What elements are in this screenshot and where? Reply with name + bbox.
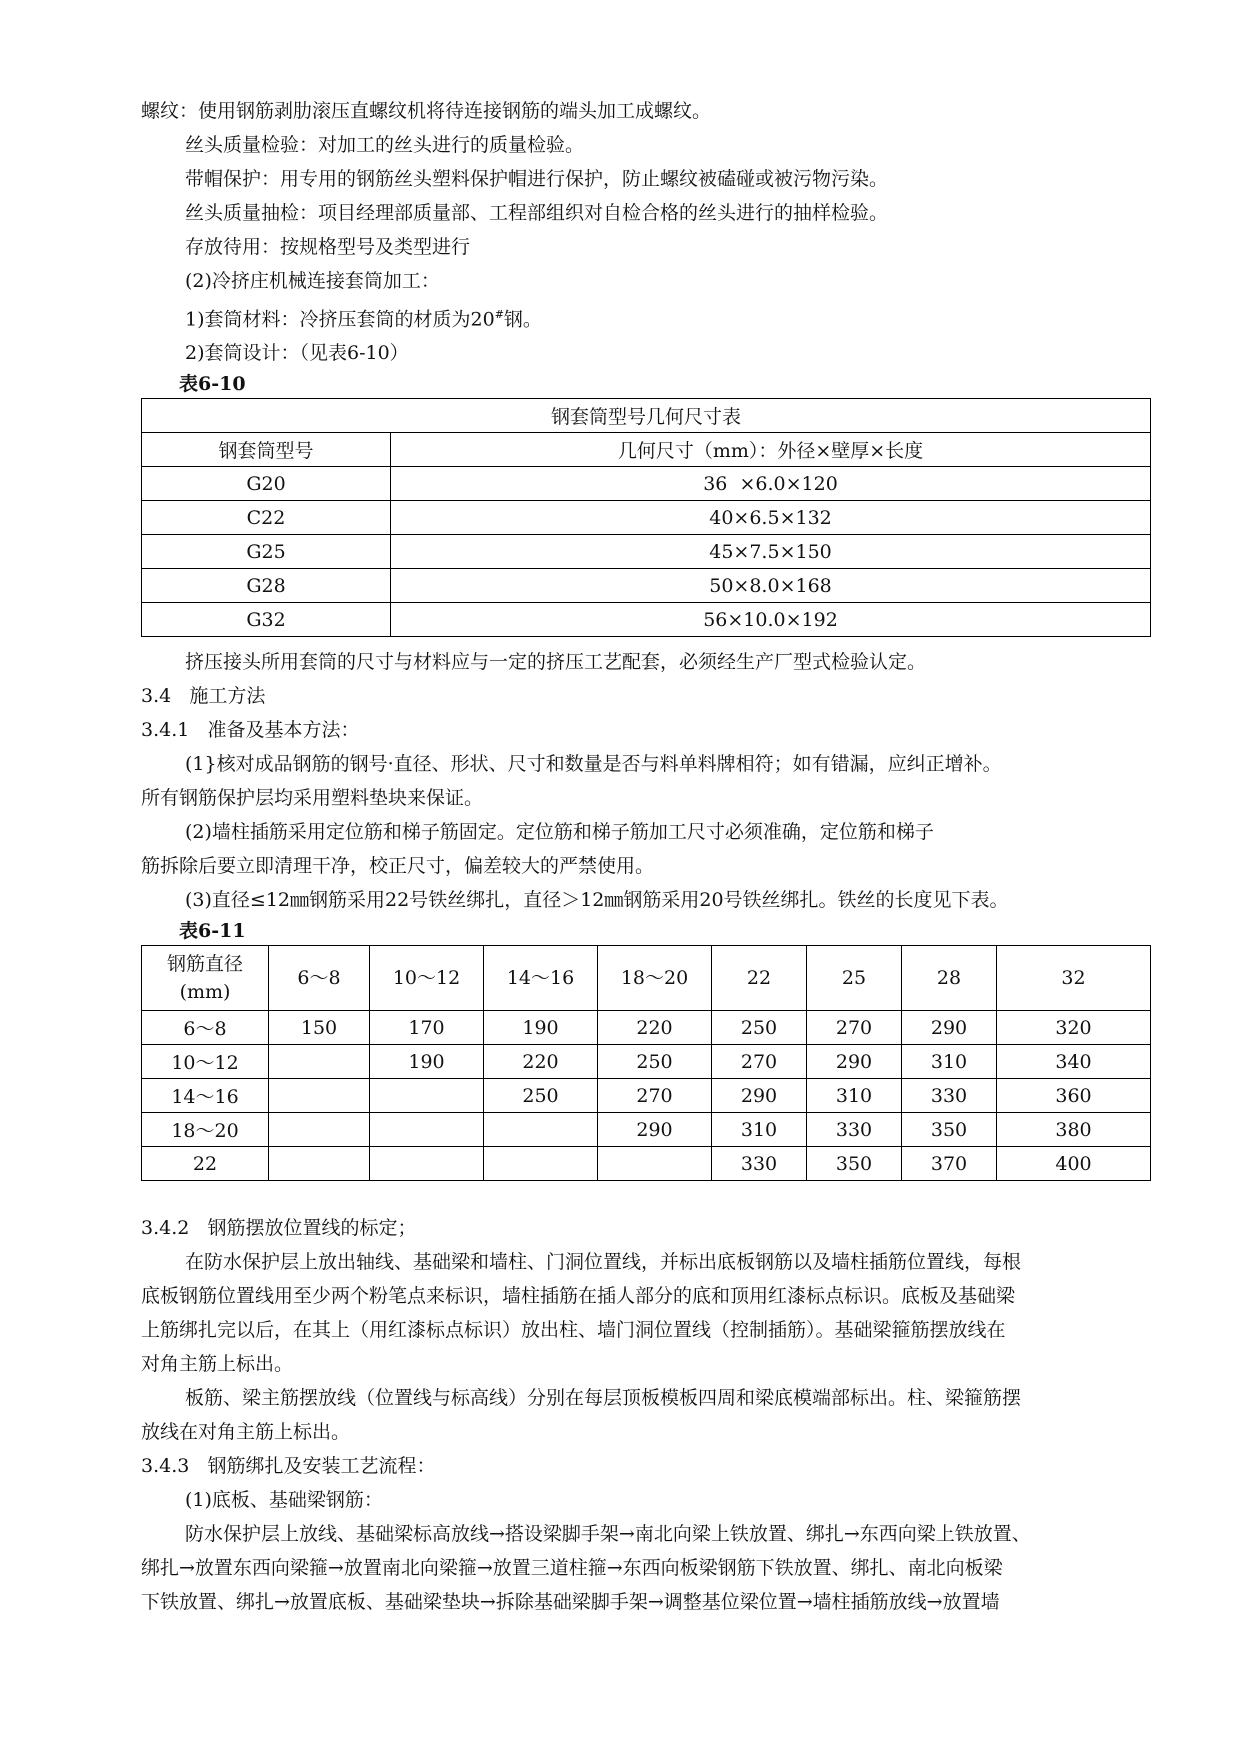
table-row (142, 1079, 1151, 1113)
table-cell: 190 (484, 1011, 598, 1045)
table-cell: 330 (902, 1079, 997, 1113)
column-header: 14～16 (484, 946, 598, 1011)
table-cell: 270 (807, 1011, 902, 1045)
column-header: 钢套筒型号 (142, 433, 391, 467)
table-cell: 36 ×6.0×120 (391, 467, 1151, 501)
material-text: 1)套筒材料：冷挤压套筒的材质为20 (185, 308, 495, 331)
table-cell: 250 (712, 1011, 807, 1045)
row-header: 6～8 (142, 1011, 269, 1045)
table-row (142, 535, 1151, 569)
table-cell: 270 (598, 1079, 712, 1113)
table-cell: 250 (598, 1045, 712, 1079)
table-cell: G25 (142, 535, 391, 569)
table-row (142, 1045, 1151, 1079)
text-line: (2)冷挤庄机械连接套筒加工： (185, 270, 440, 292)
corner-header (142, 946, 269, 1011)
table-cell: C22 (142, 501, 391, 535)
text-line: (3)直径≤12㎜钢筋采用22号铁丝绑扎，直径＞12㎜钢筋采用20号铁丝绑扎。铁丝的长度见下表。 (185, 889, 1009, 912)
table-cell (269, 1045, 370, 1079)
table-cell (269, 1079, 370, 1113)
column-header: 6～8 (269, 946, 370, 1011)
text-line: 底板钢筋位置线用至少两个粉笔点来标识，墙柱插筋在插人部分的底和顶用红漆标点标识。底板及基础梁 (141, 1285, 1016, 1308)
table-cell: 40×6.5×132 (391, 501, 1151, 535)
table-row (142, 1147, 1151, 1181)
text-line: 在防水保护层上放出轴线、基础梁和墙柱、门洞位置线，并标出底板钢筋以及墙柱插筋位置线，每根 (185, 1251, 1022, 1274)
table-row (142, 1113, 1151, 1147)
table-cell: 310 (712, 1113, 807, 1147)
table-6-11-label: 表6-11 (179, 920, 246, 943)
table-6-10-label: 表6-10 (179, 373, 246, 396)
text-line: 所有钢筋保护层均采用塑料垫块来保证。 (141, 787, 484, 810)
column-header: 10～12 (370, 946, 484, 1011)
text-line: 上筋绑扎完以后，在其上（用红漆标点标识）放出柱、墙门洞位置线（控制插筋）。基础梁箍筋摆放线在 (141, 1319, 1006, 1342)
table-cell: 350 (902, 1113, 997, 1147)
table-cell: 320 (997, 1011, 1151, 1045)
table-cell: G28 (142, 569, 391, 603)
table-cell: 330 (712, 1147, 807, 1181)
table-cell: 220 (484, 1045, 598, 1079)
table-cell (370, 1079, 484, 1113)
section-heading: 3.4.1 准备及基本方法： (141, 719, 360, 742)
table-cell (269, 1113, 370, 1147)
text-line: (1}核对成品钢筋的钢号·直径、形状、尺寸和数量是否与料单料牌相符；如有错漏，应纠正增补。 (185, 753, 1002, 776)
table-cell: 370 (902, 1147, 997, 1181)
table-cell: 330 (807, 1113, 902, 1147)
text-line: 存放待用：按规格型号及类型进行 (185, 236, 471, 258)
table-cell (598, 1147, 712, 1181)
row-header: 10～12 (142, 1045, 269, 1079)
table-cell: 250 (484, 1079, 598, 1113)
table-title: 钢套筒型号几何尺寸表 (142, 399, 1151, 433)
table-cell (484, 1113, 598, 1147)
table-cell: 380 (997, 1113, 1151, 1147)
table-cell: 150 (269, 1011, 370, 1045)
section-heading: 3.4.3 钢筋绑扎及安装工艺流程： (141, 1455, 436, 1478)
table-cell (269, 1147, 370, 1181)
table-row (142, 501, 1151, 535)
design-line: 2)套筒设计：（见表6-10） (185, 342, 409, 365)
table-row (142, 569, 1151, 603)
table-cell: 290 (807, 1045, 902, 1079)
corner-line2: (mm) (179, 981, 231, 1004)
table-header-row (142, 433, 1151, 467)
column-header: 25 (807, 946, 902, 1011)
table-cell: 190 (370, 1045, 484, 1079)
table-cell: 400 (997, 1147, 1151, 1181)
text-line: 防水保护层上放线、基础梁标高放线→搭设梁脚手架→南北向梁上铁放置、绑扎→东西向梁上铁放置、 (185, 1523, 1031, 1546)
row-header: 18～20 (142, 1113, 269, 1147)
text-line: 丝头质量检验：对加工的丝头进行的质量检验。 (185, 134, 585, 156)
table-cell: 340 (997, 1045, 1151, 1079)
column-header: 18～20 (598, 946, 712, 1011)
table-cell: 290 (902, 1011, 997, 1045)
material-sup: # (494, 308, 504, 321)
table-cell: 50×8.0×168 (391, 569, 1151, 603)
table-cell: 310 (902, 1045, 997, 1079)
table-row (142, 1011, 1151, 1045)
table-6-11 (141, 945, 1151, 1181)
table-cell (484, 1147, 598, 1181)
table-cell: 310 (807, 1079, 902, 1113)
column-header: 几何尺寸（mm）：外径×壁厚×长度 (391, 433, 1151, 467)
document-page (141, 94, 1151, 1619)
material-line (141, 298, 1151, 336)
table-cell: G20 (142, 467, 391, 501)
table-cell: 350 (807, 1147, 902, 1181)
text-line: 下铁放置、绑扎→放置底板、基础梁垫块→拆除基础梁脚手架→调整基位梁位置→墙柱插筋放线→放置墙 (141, 1591, 1000, 1614)
table-cell (370, 1113, 484, 1147)
table-cell: 170 (370, 1011, 484, 1045)
column-header: 32 (997, 946, 1151, 1011)
table-6-10 (141, 398, 1151, 637)
section-heading: 3.4.2 钢筋摆放位置线的标定； (141, 1217, 417, 1240)
table-header-row (142, 946, 1151, 1011)
text-line: 螺纹：使用钢筋剥肋滚压直螺纹机将待连接钢筋的端头加工成螺纹。 (141, 100, 712, 122)
table-cell: G32 (142, 603, 391, 637)
column-header: 22 (712, 946, 807, 1011)
table-title-row (142, 399, 1151, 433)
material-after: 钢。 (503, 308, 542, 331)
table-cell: 360 (997, 1079, 1151, 1113)
table-cell: 290 (598, 1113, 712, 1147)
table-cell: 270 (712, 1045, 807, 1079)
text-line: 带帽保护：用专用的钢筋丝头塑料保护帽进行保护，防止螺纹被磕碰或被污物污染。 (185, 168, 889, 190)
text-line: 筋拆除后要立即清理干净，校正尺寸，偏差较大的严禁使用。 (141, 855, 655, 878)
text-line: 放线在对角主筋上标出。 (141, 1421, 351, 1444)
table-row (142, 467, 1151, 501)
column-header: 28 (902, 946, 997, 1011)
row-header: 22 (142, 1147, 269, 1181)
row-header: 14～16 (142, 1079, 269, 1113)
table-row (142, 603, 1151, 637)
table-cell: 45×7.5×150 (391, 535, 1151, 569)
text-line: (2)墙柱插筋采用定位筋和梯子筋固定。定位筋和梯子筋加工尺寸必须准确，定位筋和梯子 (185, 821, 934, 844)
text-line: 丝头质量抽检：项目经理部质量部、工程部组织对自检合格的丝头进行的抽样检验。 (185, 202, 889, 224)
text-line: 挤压接头所用套筒的尺寸与材料应与一定的挤压工艺配套，必须经生产厂型式检验认定。 (185, 651, 927, 674)
corner-line1: 钢筋直径 (166, 953, 243, 976)
text-line: 对角主筋上标出。 (141, 1353, 294, 1376)
table-cell: 220 (598, 1011, 712, 1045)
text-line: (1)底板、基础梁钢筋： (185, 1489, 383, 1512)
table-cell: 290 (712, 1079, 807, 1113)
text-line: 板筋、梁主筋摆放线（位置线与标高线）分别在每层顶板模板四周和梁底模端部标出。柱、梁箍筋摆 (185, 1387, 1022, 1410)
section-heading: 3.4 施工方法 (141, 685, 266, 708)
table-cell: 56×10.0×192 (391, 603, 1151, 637)
text-line: 绑扎→放置东西向梁箍→放置南北向梁箍→放置三道柱箍→东西向板梁钢筋下铁放置、绑扎、南北向板梁 (141, 1557, 1003, 1580)
table-cell (370, 1147, 484, 1181)
